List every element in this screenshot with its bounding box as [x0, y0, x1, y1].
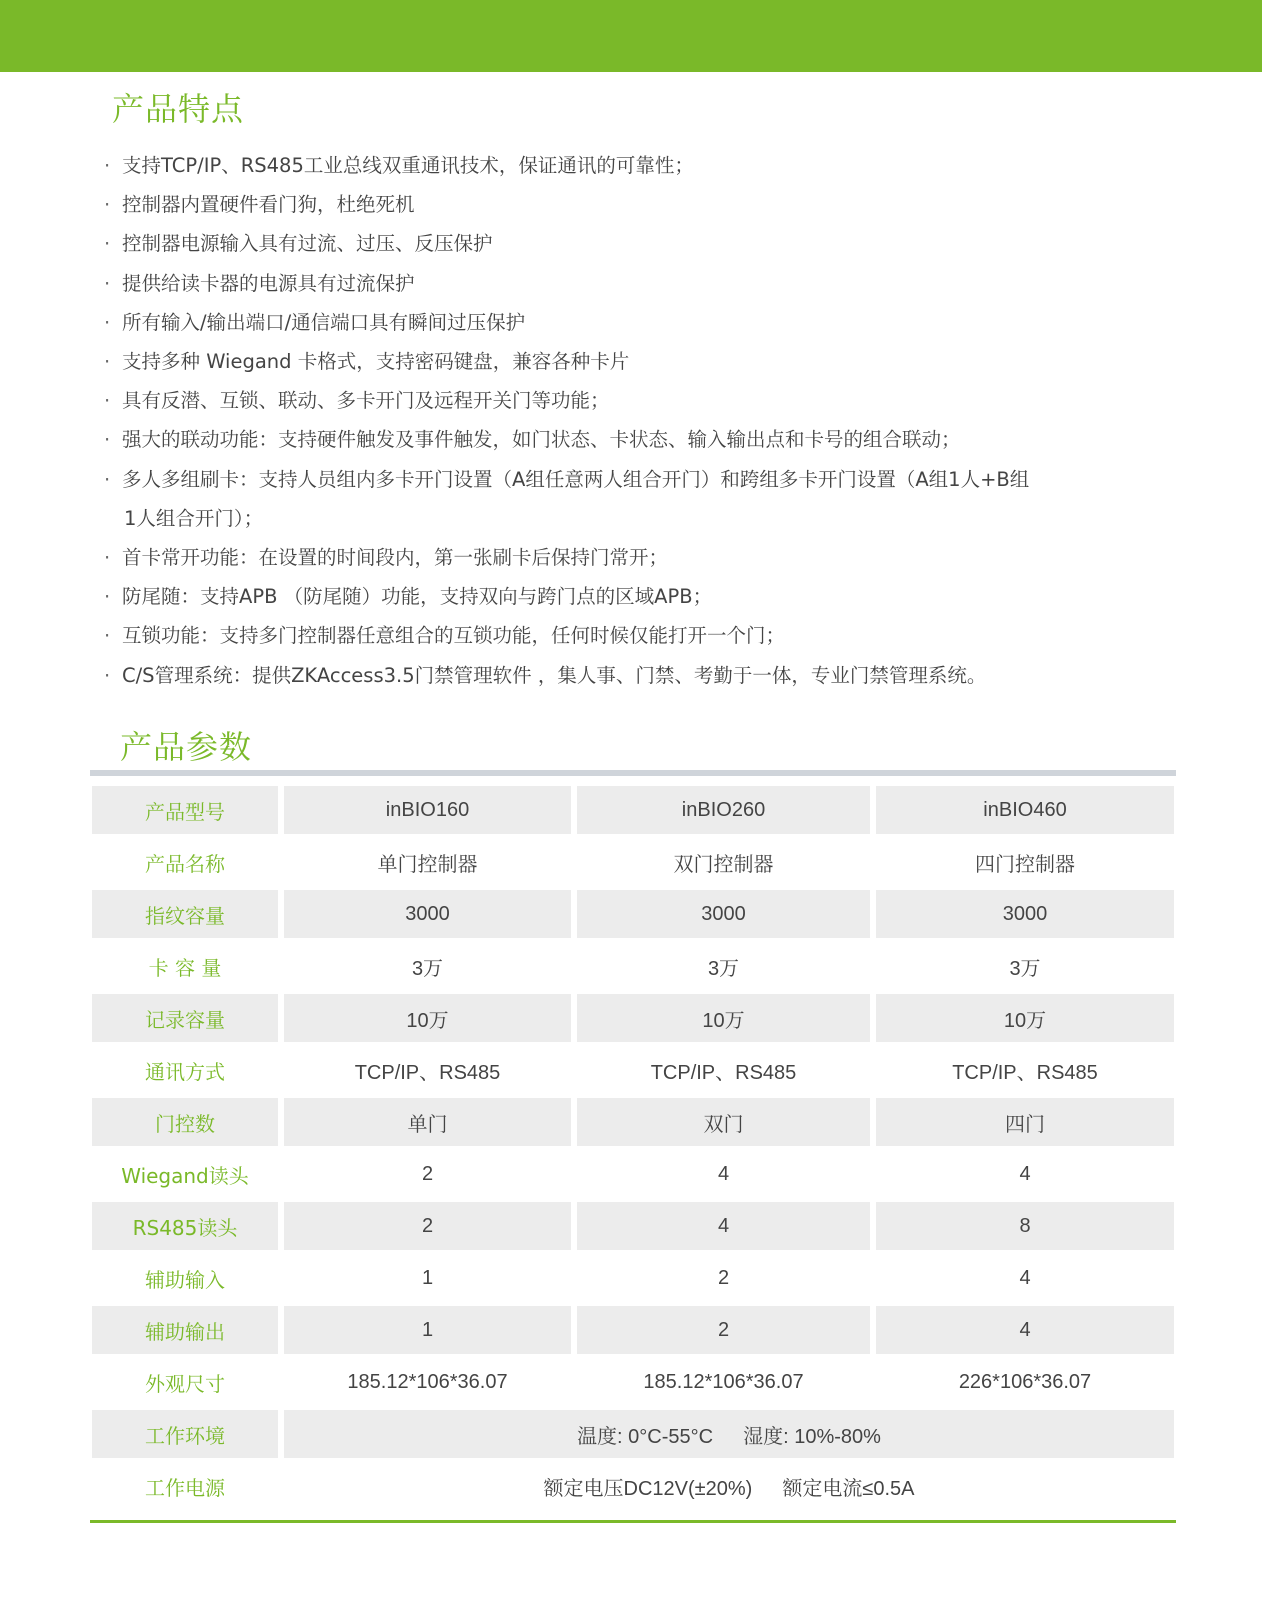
spec-row: [92, 994, 1174, 1042]
spec-row-power: [92, 1462, 1174, 1510]
spec-label: 记录容量: [92, 994, 278, 1042]
spec-label: Wiegand读头: [92, 1150, 278, 1198]
top-accent-bar: [0, 0, 1262, 72]
features-title: 产品特点: [112, 90, 245, 128]
spec-value: 10万: [284, 994, 571, 1042]
spec-value: 4: [876, 1306, 1174, 1354]
feature-text: 所有输入/输出端口/通信端口具有瞬间过压保护: [122, 310, 526, 334]
params-title: 产品参数: [120, 728, 253, 766]
bullet-dot: ·: [104, 467, 111, 491]
bullet-dot: ·: [104, 389, 111, 413]
spec-value: 185.12*106*36.07: [284, 1358, 571, 1406]
spec-value: 3万: [284, 942, 571, 990]
spec-value: 1: [284, 1254, 571, 1302]
spec-value: 4: [577, 1150, 870, 1198]
spec-value: 2: [284, 1150, 571, 1198]
spec-value: 3万: [577, 942, 870, 990]
feature-item: [104, 185, 1164, 224]
feature-item: [104, 381, 1164, 420]
spec-value: 10万: [577, 994, 870, 1042]
feature-item: [104, 538, 1164, 577]
feature-text: 控制器电源输入具有过流、过压、反压保护: [122, 232, 493, 256]
feature-text: 强大的联动功能：支持硬件触发及事件触发，如门状态、卡状态、输入输出点和卡号的组合联动；: [122, 428, 961, 452]
feature-text: 具有反潜、互锁、联动、多卡开门及远程开关门等功能；: [122, 389, 610, 413]
bullet-dot: ·: [104, 232, 111, 256]
bullet-dot: ·: [104, 663, 111, 687]
spec-value: 10万: [876, 994, 1174, 1042]
spec-value: inBIO460: [876, 786, 1174, 834]
spec-value: 四门控制器: [876, 838, 1174, 886]
feature-item: [104, 146, 1164, 185]
feature-text: 提供给读卡器的电源具有过流保护: [122, 271, 415, 295]
spec-label: 通讯方式: [92, 1046, 278, 1094]
bullet-dot: ·: [104, 310, 111, 334]
spec-value: 3000: [876, 890, 1174, 938]
spec-label: 辅助输出: [92, 1306, 278, 1354]
feature-text: 首卡常开功能：在设置的时间段内，第一张刷卡后保持门常开；: [122, 546, 669, 570]
spec-label: 产品型号: [92, 786, 278, 834]
feature-text: 支持TCP/IP、RS485工业总线双重通讯技术，保证通讯的可靠性；: [122, 154, 694, 177]
spec-value: 2: [577, 1254, 870, 1302]
bullet-dot: ·: [104, 546, 111, 570]
feature-text: 支持多种 Wiegand 卡格式，支持密码键盘，兼容各种卡片: [122, 350, 630, 374]
spec-row: [92, 838, 1174, 886]
feature-item: [104, 264, 1164, 303]
spec-row-environment: [92, 1410, 1174, 1458]
feature-item: [104, 616, 1164, 655]
feature-item: [104, 420, 1164, 459]
temperature-range: 温度: 0°C-55°C: [577, 1425, 714, 1448]
spec-label: 卡 容 量: [92, 942, 278, 990]
spec-value-environment: [284, 1410, 1174, 1458]
spec-label: 产品名称: [92, 838, 278, 886]
spec-label: 指纹容量: [92, 890, 278, 938]
spec-label: 工作电源: [92, 1462, 278, 1510]
table-top-rule: [90, 770, 1176, 776]
spec-table: [86, 782, 1180, 1514]
spec-value: 3万: [876, 942, 1174, 990]
feature-item: [104, 342, 1164, 381]
spec-value: 3000: [577, 890, 870, 938]
bullet-dot: ·: [104, 154, 111, 177]
spec-value-power: [284, 1462, 1174, 1510]
spec-value: 2: [577, 1306, 870, 1354]
features-list: [104, 146, 1164, 695]
spec-row: [92, 1150, 1174, 1198]
spec-label: 辅助输入: [92, 1254, 278, 1302]
spec-value: 2: [284, 1202, 571, 1250]
spec-value: TCP/IP、RS485: [876, 1046, 1174, 1094]
bullet-dot: ·: [104, 350, 111, 374]
spec-label: 门控数: [92, 1098, 278, 1146]
spec-value: 双门: [577, 1098, 870, 1146]
spec-label: RS485读头: [92, 1202, 278, 1250]
bullet-dot: ·: [104, 624, 111, 648]
spec-value: 单门: [284, 1098, 571, 1146]
feature-item: [104, 303, 1164, 342]
spec-row: [92, 1254, 1174, 1302]
spec-row: [92, 1202, 1174, 1250]
feature-text: C/S管理系统：提供ZKAccess3.5门禁管理软件 ，集人事、门禁、考勤于一体，专业门禁管理系统。: [122, 663, 987, 687]
feature-item: [104, 460, 1164, 538]
feature-text: 互锁功能：支持多门控制器任意组合的互锁功能，任何时候仅能打开一个门；: [122, 624, 786, 648]
spec-row: [92, 1098, 1174, 1146]
feature-item: [104, 224, 1164, 263]
spec-value: 四门: [876, 1098, 1174, 1146]
rated-current: 额定电流≤0.5A: [782, 1477, 915, 1500]
spec-value: 1: [284, 1306, 571, 1354]
bullet-dot: ·: [104, 585, 111, 609]
spec-label: 外观尺寸: [92, 1358, 278, 1406]
feature-text: 防尾随：支持APB （防尾随）功能，支持双向与跨门点的区域APB；: [122, 585, 713, 609]
feature-text-continuation: 1人组合开门）；: [124, 506, 264, 530]
spec-value: inBIO260: [577, 786, 870, 834]
spec-value: 3000: [284, 890, 571, 938]
spec-value: 185.12*106*36.07: [577, 1358, 870, 1406]
feature-text: 控制器内置硬件看门狗，杜绝死机: [122, 193, 415, 217]
bullet-dot: ·: [104, 271, 111, 295]
spec-value: 4: [577, 1202, 870, 1250]
spec-row: [92, 1306, 1174, 1354]
bullet-dot: ·: [104, 193, 111, 217]
spec-value: 226*106*36.07: [876, 1358, 1174, 1406]
spec-row: [92, 890, 1174, 938]
spec-row: [92, 786, 1174, 834]
spec-value: 4: [876, 1254, 1174, 1302]
spec-row: [92, 1358, 1174, 1406]
table-bottom-rule: [90, 1520, 1176, 1523]
feature-item: [104, 577, 1164, 616]
spec-row: [92, 942, 1174, 990]
spec-value: inBIO160: [284, 786, 571, 834]
spec-label: 工作环境: [92, 1410, 278, 1458]
spec-value: TCP/IP、RS485: [577, 1046, 870, 1094]
spec-value: 4: [876, 1150, 1174, 1198]
spec-value: 8: [876, 1202, 1174, 1250]
feature-text: 多人多组刷卡：支持人员组内多卡开门设置（A组任意两人组合开门）和跨组多卡开门设置（A组1人+B组: [122, 467, 1030, 491]
spec-value: 双门控制器: [577, 838, 870, 886]
humidity-range: 湿度: 10%-80%: [743, 1425, 881, 1448]
spec-row: [92, 1046, 1174, 1094]
spec-value: TCP/IP、RS485: [284, 1046, 571, 1094]
rated-voltage: 额定电压DC12V(±20%): [543, 1477, 753, 1500]
bullet-dot: ·: [104, 428, 111, 452]
feature-item: [104, 656, 1164, 695]
spec-value: 单门控制器: [284, 838, 571, 886]
